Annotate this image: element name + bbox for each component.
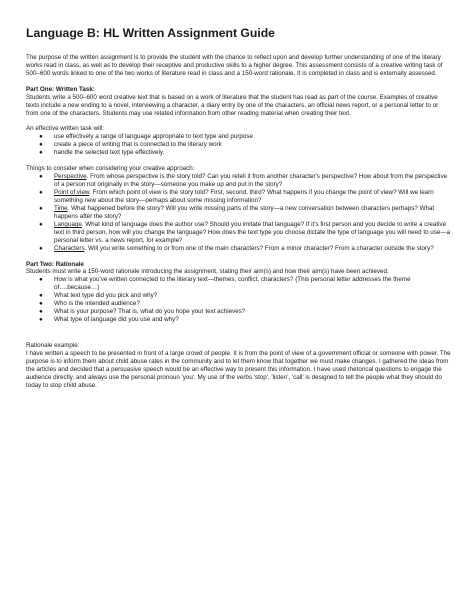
term: Language xyxy=(54,220,82,228)
bullet-icon: ● xyxy=(39,244,43,252)
bullet-icon: ● xyxy=(39,316,43,324)
term: Time xyxy=(54,204,68,212)
bullet-icon: ● xyxy=(39,204,43,212)
list-item: ● What is your purpose? That is, what do you hope your text achieves? xyxy=(39,308,246,316)
bullet-icon: ● xyxy=(39,300,43,308)
things-to-consider-label: Things to consider when considering your creative approach: xyxy=(26,165,195,173)
list-item: ● Perspective. From whose perspective is the story told? Can you retell it from another character's perspective? How about from the perspective of a person not originally in the story—someone you make up and put in the story? xyxy=(39,173,448,189)
document-page xyxy=(26,26,452,390)
effective-task-list xyxy=(26,133,452,157)
term: Characters xyxy=(54,244,85,252)
list-item: ● Time. What happened before the story? Will you write missing parts of the story—a new conversation between characters perhaps? What happens after the story? xyxy=(39,204,435,220)
bullet-icon: ● xyxy=(39,308,43,316)
part-two-heading: Part Two: Rationale xyxy=(26,260,84,268)
list-item: ● How is what you've written connected to the literary text—themes, conflict, characters? (This personal letter addresses the theme of….because…) xyxy=(39,276,411,292)
list-item: ● use effectively a range of language appropriate to text type and purpose xyxy=(39,133,253,141)
part-one-heading: Part One: Written Task: xyxy=(26,85,95,93)
list-item: ● Point of view. From which point of view is the story told? First, second, third? What happens if you change the point of view? Will we learn something new about the story—perhaps about some missing information? xyxy=(39,189,434,204)
term: Perspective xyxy=(54,173,87,181)
list-item: ● create a piece of writing that is connected to the literary work xyxy=(39,141,222,149)
rationale-questions-list xyxy=(26,276,452,324)
rationale-example-text: I have written a speech to be presented in front of a large crowd of people. It is from the point of view of a government official or someone with power. The purpose is to inform them about child abuse rates in the community and to let them know that together we must make changes. I gathered the ideas from the articles and decided that a persuasive speech would be an effective way to present this information. I have used rhetorical questions to engage the audience directly, and always use the personal pronoun 'you'. My use of the verbs 'stop', 'listen', 'call' is designed to tell the people what they should do today to stop child abuse. xyxy=(26,350,451,389)
list-item: ● What text type did you pick and why? xyxy=(39,292,158,300)
list-item: ● Who is the intended audience? xyxy=(39,300,140,308)
list-item: ● Language. What kind of language does the author use? Should you imitate that language? If it's first person and you decide to write a creative text in third person, how will you change the language? How does the text type you choose dictate the type of language you will need to use—a personal letter vs. a news report, for example? xyxy=(39,220,451,244)
effective-task-label: An effective written task will: xyxy=(26,125,105,133)
list-item: ● What type of language did you use and why? xyxy=(39,316,179,324)
rationale-example-label: Rationale example: xyxy=(26,342,80,350)
part-one-text: Students write a 500–600 word creative text that is based on a work of literature that the student has read as part of the course. Examples of creative texts include a new ending to a novel, interviewing a character, a diary entry by one of the characters, an official news report, or a personal letter to or from one of the characters. Students may use related information from other reading material when creating their text. xyxy=(26,93,439,117)
term: Point of view xyxy=(54,189,90,197)
list-item: ● Characters. Will you write something to or from one of the main characters? From a minor character? From a character outside the story? xyxy=(39,244,434,252)
bullet-icon: ● xyxy=(39,173,43,181)
bullet-icon: ● xyxy=(39,220,43,228)
list-item: ● handle the selected text type effectively. xyxy=(39,149,165,157)
page-title: Language B: HL Written Assignment Guide xyxy=(26,26,275,40)
bullet-icon: ● xyxy=(39,292,43,300)
things-to-consider-list xyxy=(26,173,452,253)
bullet-icon: ● xyxy=(39,133,43,141)
bullet-icon: ● xyxy=(39,276,43,284)
bullet-icon: ● xyxy=(39,189,43,197)
part-two-text: Students must write a 150-word rationale introducing the assignment, stating their aim(s) and how their aim(s) have been achieved. xyxy=(26,268,389,276)
bullet-icon: ● xyxy=(39,149,43,157)
intro-paragraph: The purpose of the written assignment is to provide the student with the chance to reflect upon and develop further understanding of one of the literary works read in class, as well as to develop their receptive and productive skills to a higher degree. This assessment consists of a creative writing task of 500–600 words linked to one of the two works of literature read in class and a 150-word rationale. It is completed in class and is externally assessed. xyxy=(26,54,443,77)
bullet-icon: ● xyxy=(39,141,43,149)
